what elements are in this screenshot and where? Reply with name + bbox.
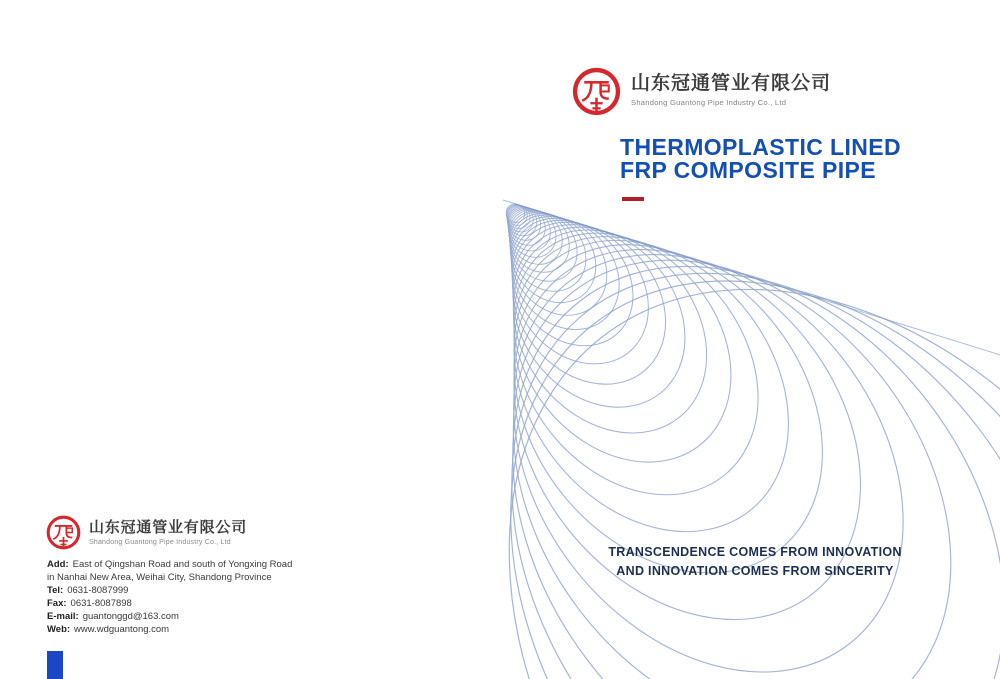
company-logo-icon	[572, 67, 621, 116]
contact-web-value: www.wdguantong.com	[74, 624, 170, 635]
contact-tel-label: Tel:	[47, 585, 64, 596]
contact-fax-label: Fax:	[47, 598, 67, 609]
contact-tel	[47, 584, 295, 597]
footer-logo	[46, 515, 247, 550]
contact-email-label: E-mail:	[47, 611, 79, 622]
slogan	[545, 543, 965, 581]
contact-address-value: East of Qingshan Road and south of Yongxing Road in Nanhai New Area, Weihai City, Shandong Province	[47, 559, 293, 583]
slogan-line-2: AND INNOVATION COMES FROM SINCERITY	[616, 564, 894, 578]
contact-info	[47, 558, 295, 636]
contact-email	[47, 610, 295, 623]
contact-address	[47, 558, 295, 584]
slogan-line-1: TRANSCENDENCE COMES FROM INNOVATION	[608, 545, 902, 559]
brochure-title	[620, 136, 901, 182]
accent-rectangle	[47, 651, 63, 679]
company-name-en: Shandong Guantong Pipe Industry Co., Ltd	[631, 97, 787, 107]
contact-fax	[47, 597, 295, 610]
header-logo	[572, 67, 831, 116]
title-line-1: THERMOPLASTIC LINED	[620, 134, 902, 160]
contact-web-label: Web:	[47, 624, 71, 635]
contact-address-label: Add:	[47, 559, 69, 570]
company-name-en: Shandong Guantong Pipe Industry Co., Ltd	[89, 538, 231, 546]
company-name-zh: 山东冠通管业有限公司	[89, 519, 248, 536]
title-line-2: FRP COMPOSITE PIPE	[620, 157, 876, 183]
contact-email-value: guantonggd@163.com	[82, 611, 179, 622]
contact-web	[47, 623, 295, 636]
contact-fax-value: 0631-8087898	[70, 598, 132, 609]
company-logo-icon	[46, 515, 81, 550]
title-accent-dash	[622, 197, 644, 201]
company-name-zh: 山东冠通管业有限公司	[631, 73, 832, 94]
contact-tel-value: 0631-8087999	[67, 585, 129, 596]
